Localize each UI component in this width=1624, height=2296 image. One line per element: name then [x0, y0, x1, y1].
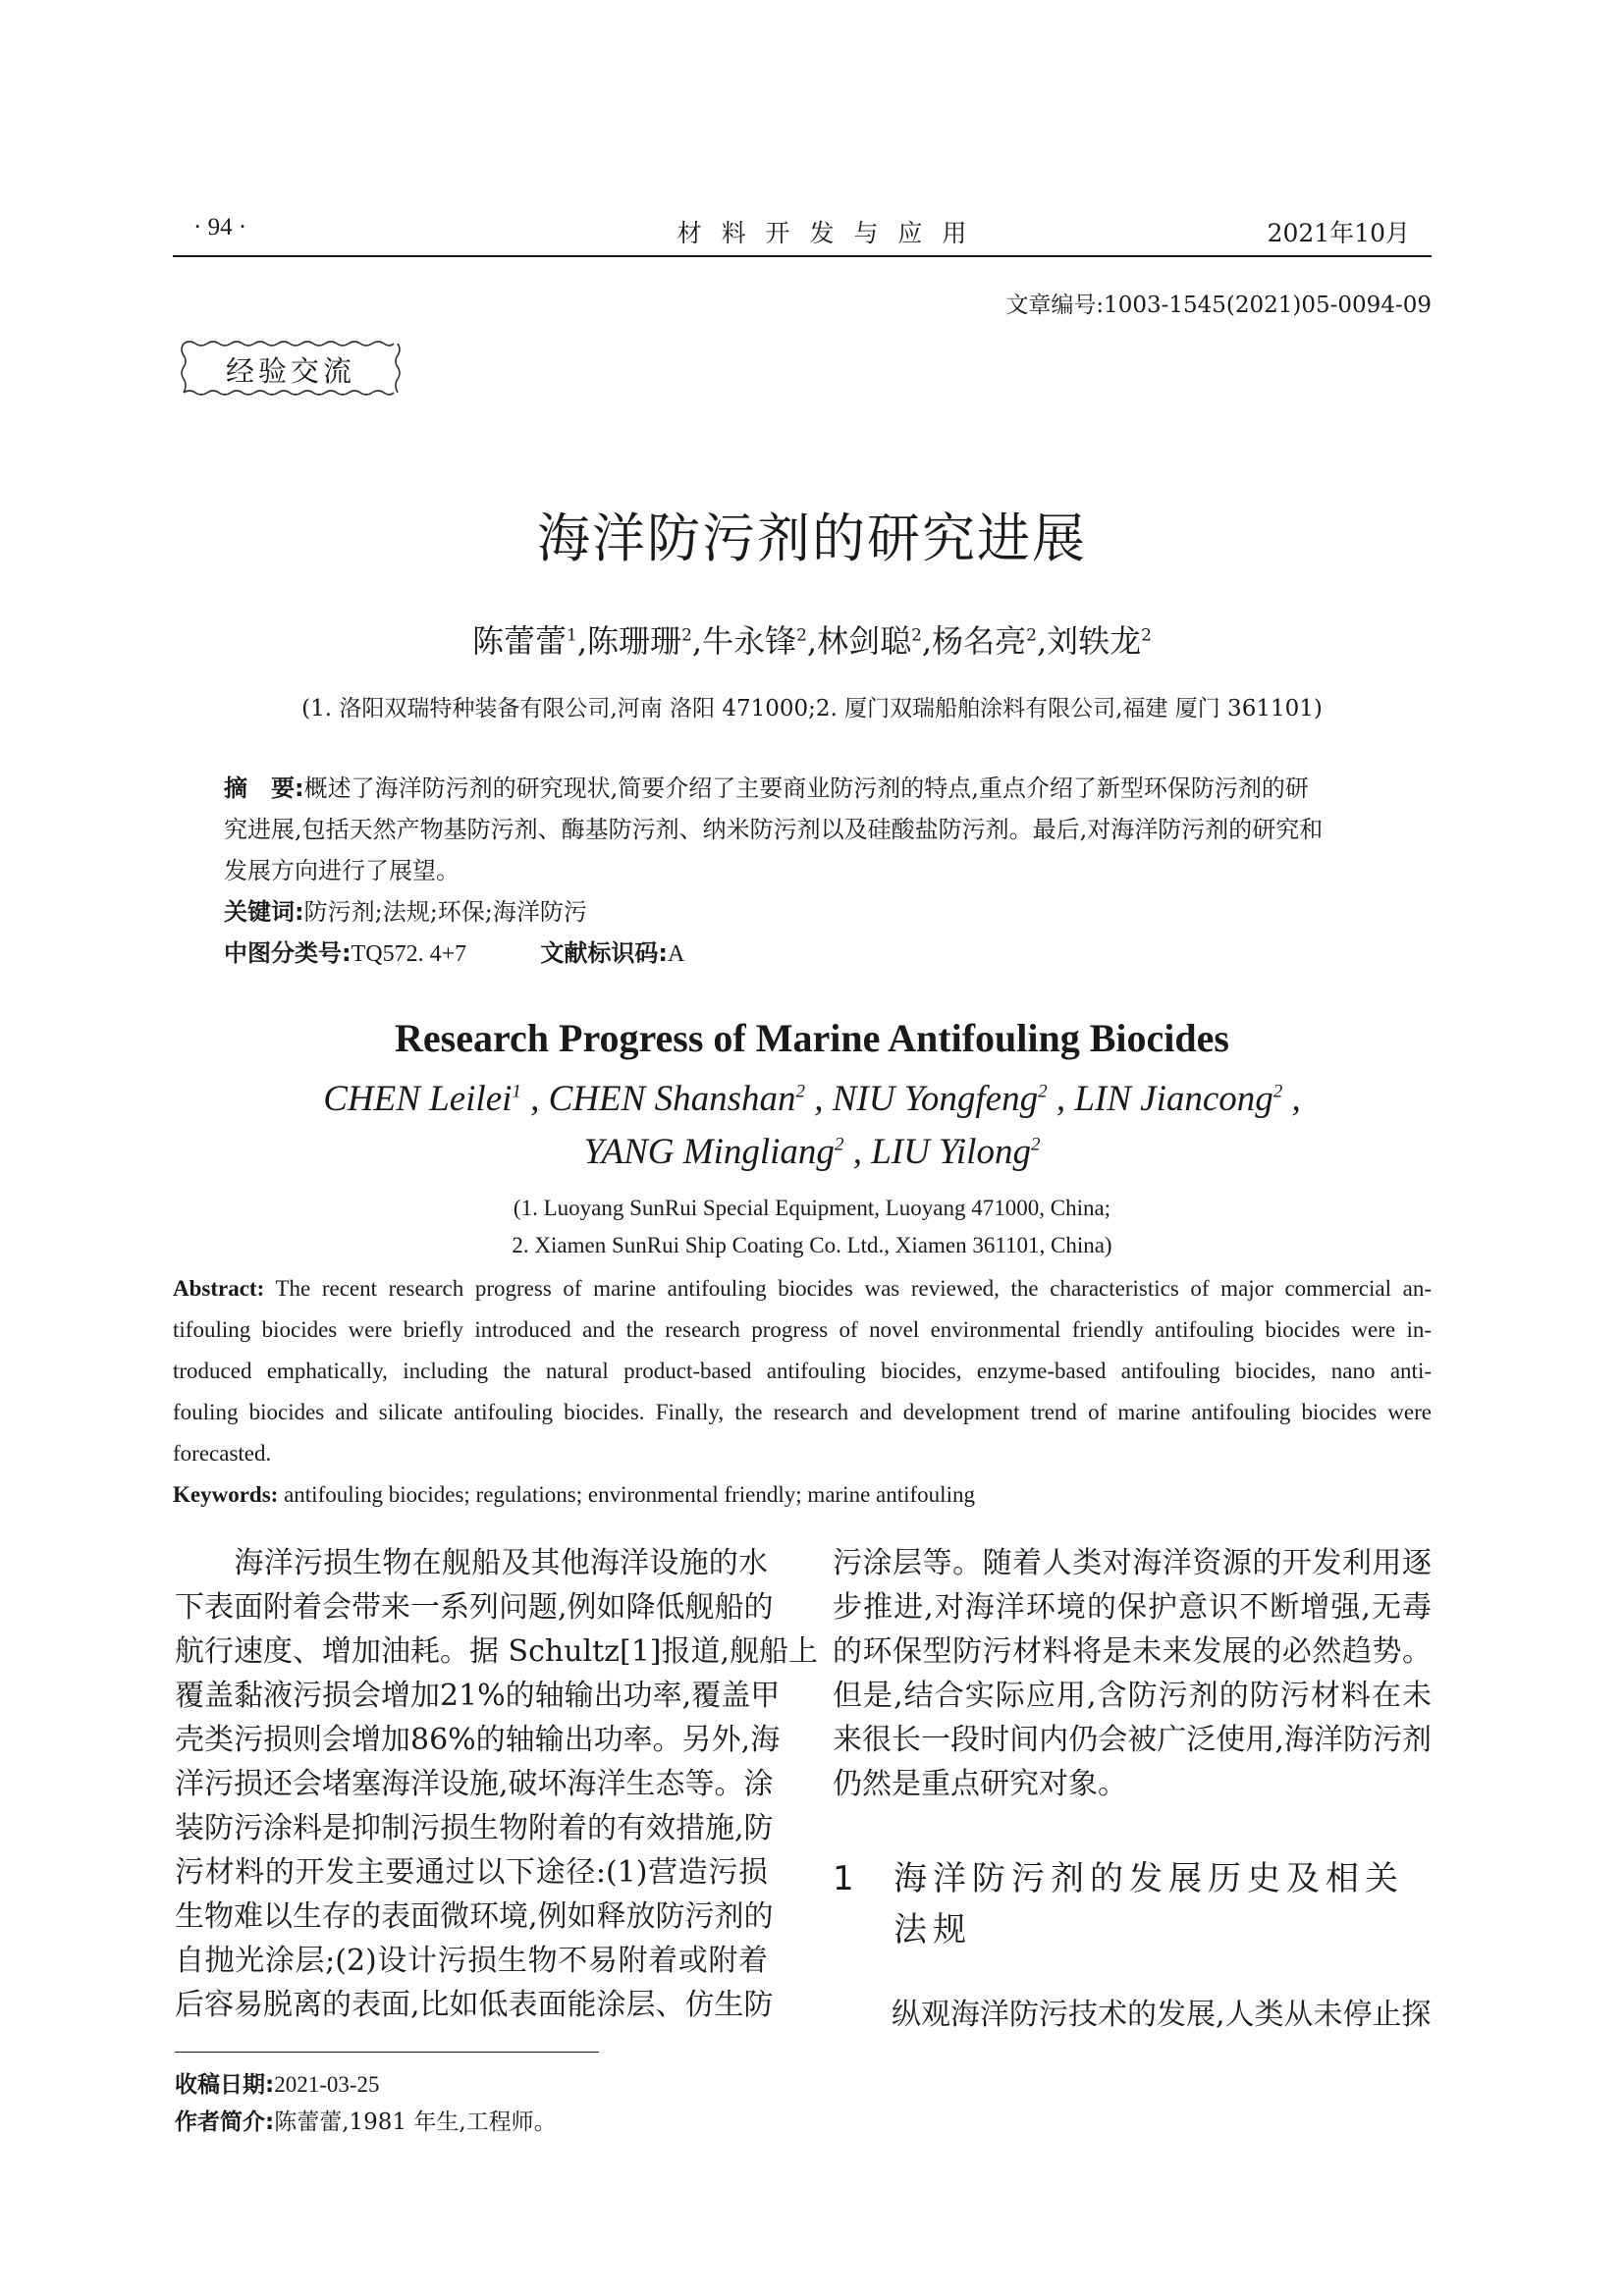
section-title-cont: 法规: [893, 1910, 972, 1949]
section-number: 1: [833, 1859, 854, 1898]
keywords-en-label: Keywords:: [173, 1482, 279, 1507]
received-label: 收稿日期:: [175, 2072, 275, 2098]
abstract-en: [173, 1268, 1432, 1516]
body-paragraph-line: 航行速度、增加油耗。据 Schultz[1]报道,舰船上: [175, 1634, 819, 1669]
keywords-en-value: antifouling biocides; regulations; environmental friendly; marine antifouling: [278, 1482, 975, 1507]
section-1-text: 纵观海洋防污技术的发展,人类从未停止探: [833, 1998, 1432, 2032]
section-1-heading: [833, 1853, 1432, 1955]
abstract-en-label: Abstract:: [173, 1276, 265, 1301]
body-paragraph-line: 覆盖黏液污损会增加21%的轴输出功率,覆盖甲: [175, 1679, 781, 1713]
received-value: 2021-03-25: [274, 2072, 380, 2097]
article-id: 文章编号:1003-1545(2021)05-0094-09: [1005, 293, 1432, 318]
abstract-cn-line: [224, 768, 1382, 809]
clc-value: TQ572. 4+7: [351, 941, 467, 967]
clc-label: 中图分类号:: [224, 939, 352, 967]
author-bio-value: 陈蕾蕾,1981 年生,工程师。: [274, 2109, 557, 2135]
issue-date: 2021年10月: [1267, 219, 1410, 247]
authors-cn: 陈蕾蕾$^1$,陈珊珊$^2$,牛永锋$^2$,林剑聪$^2$,杨名亮$^2$,刘轶龙$^2$: [472, 622, 1152, 660]
body-right-column: [833, 1541, 1432, 1806]
footnote-rule: [175, 2052, 599, 2053]
abstract-cn: [224, 768, 1382, 975]
affiliations-cn: (1. 洛阳双瑞特种装备有限公司,河南 洛阳 471000;2. 厦门双瑞船舶涂料有限公司,福建 厦门 361101): [301, 696, 1323, 721]
body-paragraph-line: 下表面附着会带来一系列问题,例如降低舰船的: [175, 1590, 774, 1625]
doc-code-value: A: [668, 941, 685, 967]
header-rule: [173, 255, 1432, 257]
classification: [224, 933, 1382, 975]
abstract-en-line: [173, 1268, 1432, 1309]
abstract-cn-line: 究进展,包括天然产物基防污剂、酶基防污剂、纳米防污剂以及硅酸盐防污剂。最后,对海洋防污剂的研究和: [224, 816, 1324, 843]
body-paragraph-line: 仍然是重点研究对象。: [833, 1767, 1127, 1801]
body-paragraph-line: 海洋污损生物在舰船及其他海洋设施的水: [175, 1546, 768, 1580]
body-paragraph-line: 洋污损还会堵塞海洋设施,破坏海洋生态等。涂: [175, 1767, 774, 1801]
keywords-en: [173, 1474, 1432, 1516]
received-date: [175, 2066, 557, 2104]
abstract-cn-line: 发展方向进行了展望。: [224, 857, 460, 884]
keywords-cn-label: 关键词:: [224, 898, 304, 926]
body-left-column: [175, 1541, 819, 2027]
abstract-cn-label: 摘 要:: [224, 774, 304, 802]
body-paragraph-line: 后容易脱离的表面,比如低表面能涂层、仿生防: [175, 1988, 774, 2022]
body-paragraph-line: 自抛光涂层;(2)设计污损生物不易附着或附着: [175, 1944, 768, 1978]
body-paragraph-line: 但是,结合实际应用,含防污剂的防污材料在未: [833, 1679, 1432, 1713]
affiliations-en-line2: 2. Xiamen SunRui Ship Coating Co. Ltd., Xiamen 361101, China): [512, 1233, 1112, 1257]
abstract-en-line: fouling biocides and silicate antifouling biocides. Finally, the research and development trend of marine antifouling biocides were: [173, 1400, 1432, 1424]
abstract-cn-text: 概述了海洋防污剂的研究现状,简要介绍了主要商业防污剂的特点,重点介绍了新型环保防污剂的研: [303, 774, 1309, 802]
column-label-box: [180, 340, 402, 397]
abstract-en-line: troduced emphatically, including the natural product-based antifouling biocides, enzyme-based antifouling biocides, nano anti-: [173, 1359, 1432, 1383]
abstract-en-line: tifouling biocides were briefly introduced and the research progress of novel environmental friendly antifouling biocides were in-: [173, 1317, 1432, 1342]
footnotes: [175, 2066, 557, 2141]
title-cn: 海洋防污剂的研究进展: [537, 507, 1087, 569]
body-paragraph-line: 步推进,对海洋环境的保护意识不断增强,无毒: [833, 1590, 1432, 1625]
doc-code-label: 文献标识码:: [540, 939, 669, 967]
body-paragraph-line: 装防污涂料是抑制污损生物附着的有效措施,防: [175, 1811, 774, 1845]
body-paragraph-line: 污材料的开发主要通过以下途径:(1)营造污损: [175, 1855, 768, 1890]
body-paragraph-line: 的环保型防污材料将是未来发展的必然趋势。: [833, 1634, 1432, 1669]
affiliations-en-line1: (1. Luoyang SunRui Special Equipment, Luoyang 471000, China;: [513, 1196, 1111, 1220]
author-bio-label: 作者简介:: [175, 2109, 275, 2135]
abstract-en-text: The recent research progress of marine antifouling biocides was reviewed, the characteristics of major commercial an-: [264, 1276, 1432, 1301]
column-label: 经验交流: [225, 354, 355, 388]
abstract-en-line: forecasted.: [173, 1441, 272, 1466]
page-number: · 94 ·: [193, 214, 247, 240]
body-paragraph-line: 来很长一段时间内仍会被广泛使用,海洋防污剂: [833, 1723, 1432, 1757]
title-en: Research Progress of Marine Antifouling Biocides: [395, 1016, 1229, 1060]
body-paragraph-line: 污涂层等。随着人类对海洋资源的开发利用逐: [833, 1546, 1432, 1580]
section-title: 海洋防污剂的发展历史及相关: [893, 1859, 1404, 1898]
keywords-cn-value: 防污剂;法规;环保;海洋防污: [303, 898, 587, 926]
authors-en-line1: CHEN Leilei$^1$ , CHEN Shanshan$^2$ , NIU Yongfeng$^2$ , LIN Jiancong$^2$ ,: [323, 1079, 1301, 1119]
keywords-cn: [224, 891, 1382, 933]
body-paragraph-line: 生物难以生存的表面微环境,例如释放防污剂的: [175, 1899, 774, 1934]
author-bio: [175, 2104, 557, 2141]
body-paragraph-line: 壳类污损则会增加86%的轴输出功率。另外,海: [175, 1723, 781, 1757]
journal-name: 材 料 开 发 与 应 用: [677, 219, 973, 247]
authors-en-line2: YANG Mingliang$^2$ , LIU Yilong$^2$: [583, 1132, 1041, 1172]
